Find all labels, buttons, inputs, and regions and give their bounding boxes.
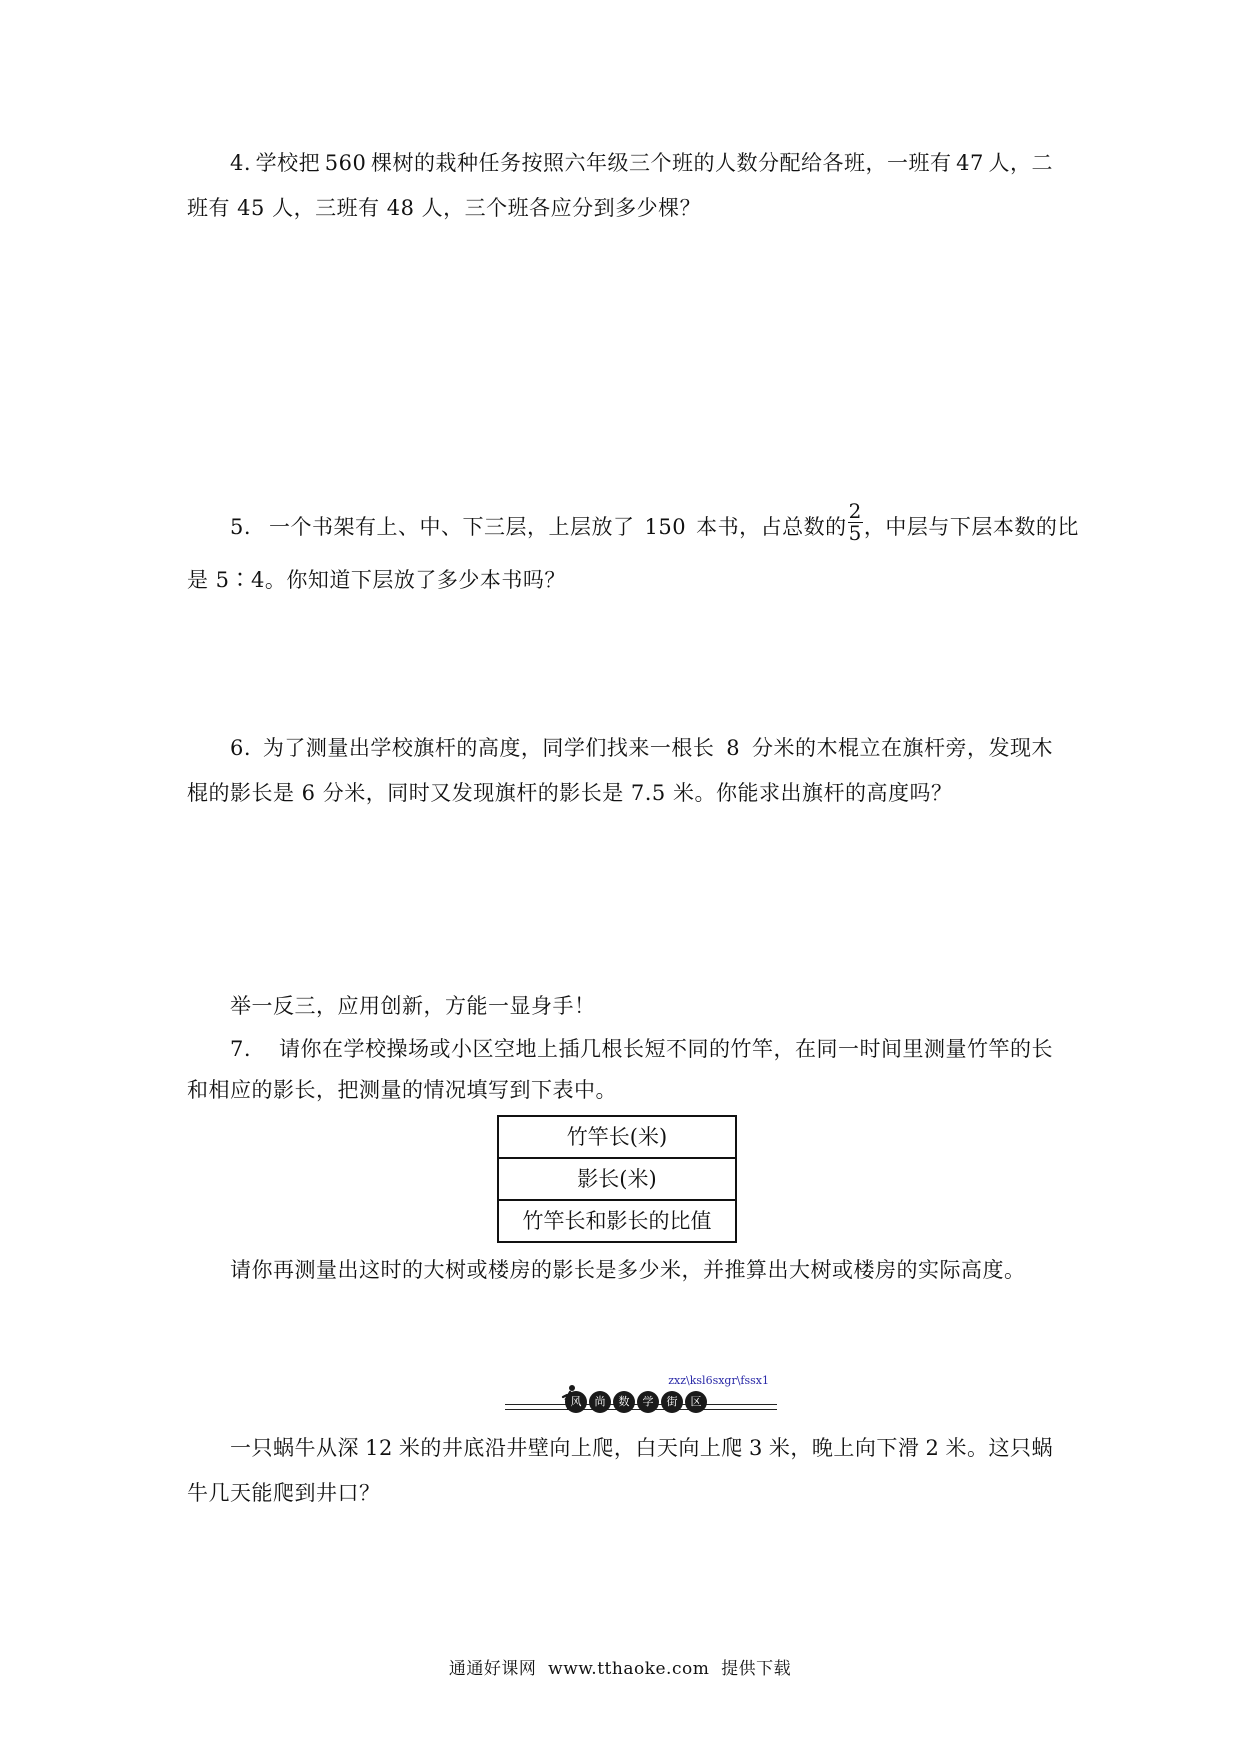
banner-char: 数 [613,1391,635,1413]
measurement-table [497,1115,737,1243]
fraction-two-fifths: $\frac{2}{5}$ [848,499,862,545]
banner-char: 街 [661,1391,683,1413]
q7-line-1: 7. 请你在学校操场或小区空地上插几根长短不同的竹竿，在同一时间里测量竹竿的长 [230,1034,1053,1064]
banner-code: zxz\ksl6sxgr\fssx1 [668,1374,769,1387]
q7-number: 7. [230,1037,252,1061]
q5-line-2: 是 5∶4。你知道下层放了多少本书吗？ [187,568,566,592]
puzzle-line-2: 牛几天能爬到井口？ [187,1481,381,1505]
puzzle-line-1: 一只蜗牛从深 12 米的井底沿井壁向上爬，白天向上爬 3 米，晚上向下滑 2 米。这只蜗 [230,1436,1053,1460]
banner-char: 学 [637,1391,659,1413]
q5-line-1: 5. 一个书架有上、中、下三层，上层放了 150 本书，占总数的 $\frac{2}{5}$ ，中层与下层本数的比 [230,499,1079,545]
q7-line-2: 和相应的影长，把测量的情况填写到下表中。 [187,1078,617,1102]
banner-char: 区 [685,1391,707,1413]
table-cell-shadow-length: 影长(米) [498,1158,736,1200]
section-heading: 举一反三，应用创新，方能一显身手！ [230,994,596,1018]
q5-number: 5. [230,514,252,539]
q6-line-1: 6. 为了测量出学校旗杆的高度，同学们找来一根长 8 分米的木棍立在旗杆旁，发现木 [230,733,1053,763]
banner-char: 尚 [589,1391,611,1413]
banner-char: 风 [565,1391,587,1413]
q6-number: 6. [230,736,252,760]
q4-line-1: 4. 学校把 560 棵树的栽种任务按照六年级三个班的人数分配给各班，一班有 47 人，二 [230,148,1053,178]
q7-followup: 请你再测量出这时的大树或楼房的影长是多少米，并推算出大树或楼房的实际高度。 [230,1258,1026,1282]
q4-line-2: 班有 45 人，三班有 48 人，三个班各应分到多少棵？ [187,196,702,220]
table-cell-pole-length: 竹竿长(米) [498,1116,736,1158]
table-row [498,1116,736,1158]
q6-line-2: 棍的影长是 6 分米，同时又发现旗杆的影长是 7.5 米。你能求出旗杆的高度吗？ [187,781,953,805]
banner-title [565,1391,707,1413]
section-banner [505,1374,777,1416]
table-row [498,1200,736,1242]
q4-number: 4. [230,151,252,175]
table-cell-ratio: 竹竿长和影长的比值 [498,1200,736,1242]
page-footer: 通通好课网 www.tthaoke.com 提供下载 [448,1659,792,1679]
table-row [498,1158,736,1200]
